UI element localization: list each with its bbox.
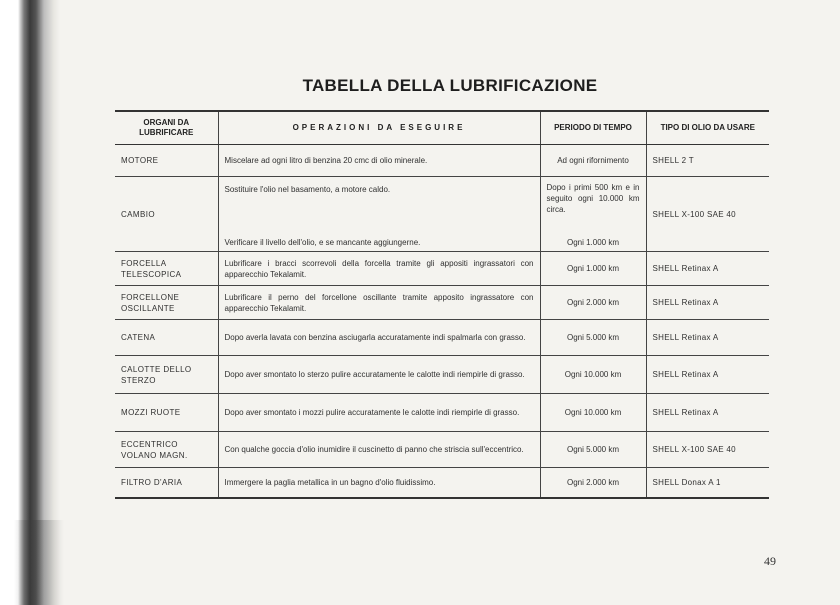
row-period-part-1: Dopo i primi 500 km e in seguito ogni 10.000 km circa. xyxy=(546,183,640,214)
row-organ: CATENA xyxy=(115,320,218,356)
row-organ: MOTORE xyxy=(115,145,218,177)
row-oil: SHELL Retinax A xyxy=(646,286,769,320)
row-operation: Dopo averla lavata con benzina asciugarla accuratamente indi spalmarla con grasso. xyxy=(218,320,540,356)
row-oil: SHELL Retinax A xyxy=(646,252,769,286)
row-period: Ogni 1.000 km xyxy=(540,252,646,286)
table-row xyxy=(115,286,769,320)
row-organ: FILTRO D'ARIA xyxy=(115,468,218,498)
table-row xyxy=(115,468,769,498)
table-row xyxy=(115,252,769,286)
row-operation-part-2: Verificare il livello dell'olio, e se mancante aggiungerne. xyxy=(224,238,421,247)
row-operation-part-1: Sostituire l'olio nel basamento, a motore caldo. xyxy=(224,185,391,194)
row-operation: Dopo aver smontato i mozzi pulire accuratamente le calotte indi riempirle di grasso. xyxy=(218,394,540,432)
row-period xyxy=(540,177,646,252)
page-title: TABELLA DELLA LUBRIFICAZIONE xyxy=(302,76,598,95)
row-oil: SHELL Donax A 1 xyxy=(646,468,769,498)
table-row xyxy=(115,394,769,432)
table-row xyxy=(115,320,769,356)
row-operation xyxy=(218,177,540,252)
header-organ: ORGANI DA LUBRIFICARE xyxy=(115,111,218,145)
row-operation: Dopo aver smontato lo sterzo pulire accuratamente le calotte indi riempirle di grasso. xyxy=(218,356,540,394)
row-organ: ECCENTRICO VOLANO MAGN. xyxy=(115,432,218,468)
row-period: Ogni 2.000 km xyxy=(540,286,646,320)
row-period: Ad ogni rifornimento xyxy=(540,145,646,177)
table-row xyxy=(115,145,769,177)
row-operation: Lubrificare i bracci scorrevoli della forcella tramite gli appositi ingrassatori con apparecchio Tekalamit. xyxy=(218,252,540,286)
book-spine-shadow xyxy=(0,0,60,605)
row-oil: SHELL X-100 SAE 40 xyxy=(646,177,769,252)
row-operation: Miscelare ad ogni litro di benzina 20 cmc di olio minerale. xyxy=(218,145,540,177)
row-period-part-2: Ogni 1.000 km xyxy=(566,238,620,247)
row-oil: SHELL Retinax A xyxy=(646,320,769,356)
row-organ: FORCELLA TELESCOPICA xyxy=(115,252,218,286)
row-oil: SHELL 2 T xyxy=(646,145,769,177)
row-organ: CAMBIO xyxy=(115,177,218,252)
table-row xyxy=(115,432,769,468)
header-operations: OPERAZIONI DA ESEGUIRE xyxy=(218,111,540,145)
row-period: Ogni 5.000 km xyxy=(540,320,646,356)
row-period: Ogni 2.000 km xyxy=(540,468,646,498)
row-period: Ogni 5.000 km xyxy=(540,432,646,468)
row-oil: SHELL Retinax A xyxy=(646,394,769,432)
table-row xyxy=(115,177,769,252)
row-organ: CALOTTE DELLO STERZO xyxy=(115,356,218,394)
book-spine-shadow-bottom xyxy=(14,520,64,605)
row-operation: Immergere la paglia metallica in un bagno d'olio fluidissimo. xyxy=(218,468,540,498)
header-period: PERIODO DI TEMPO xyxy=(540,111,646,145)
lubrication-table xyxy=(115,110,769,499)
row-organ: MOZZI RUOTE xyxy=(115,394,218,432)
row-organ: FORCELLONE OSCILLANTE xyxy=(115,286,218,320)
row-operation: Con qualche goccia d'olio inumidire il cuscinetto di panno che striscia sull'eccentrico. xyxy=(218,432,540,468)
table-header-row xyxy=(115,111,769,145)
header-oil: TIPO DI OLIO DA USARE xyxy=(646,111,769,145)
row-period: Ogni 10.000 km xyxy=(540,356,646,394)
page-number: 49 xyxy=(764,554,776,568)
row-period: Ogni 10.000 km xyxy=(540,394,646,432)
row-oil: SHELL X-100 SAE 40 xyxy=(646,432,769,468)
row-oil: SHELL Retinax A xyxy=(646,356,769,394)
row-operation: Lubrificare il perno del forcellone oscillante tramite apposito ingrassatore con apparecchio Tekalamit. xyxy=(218,286,540,320)
table-row xyxy=(115,356,769,394)
